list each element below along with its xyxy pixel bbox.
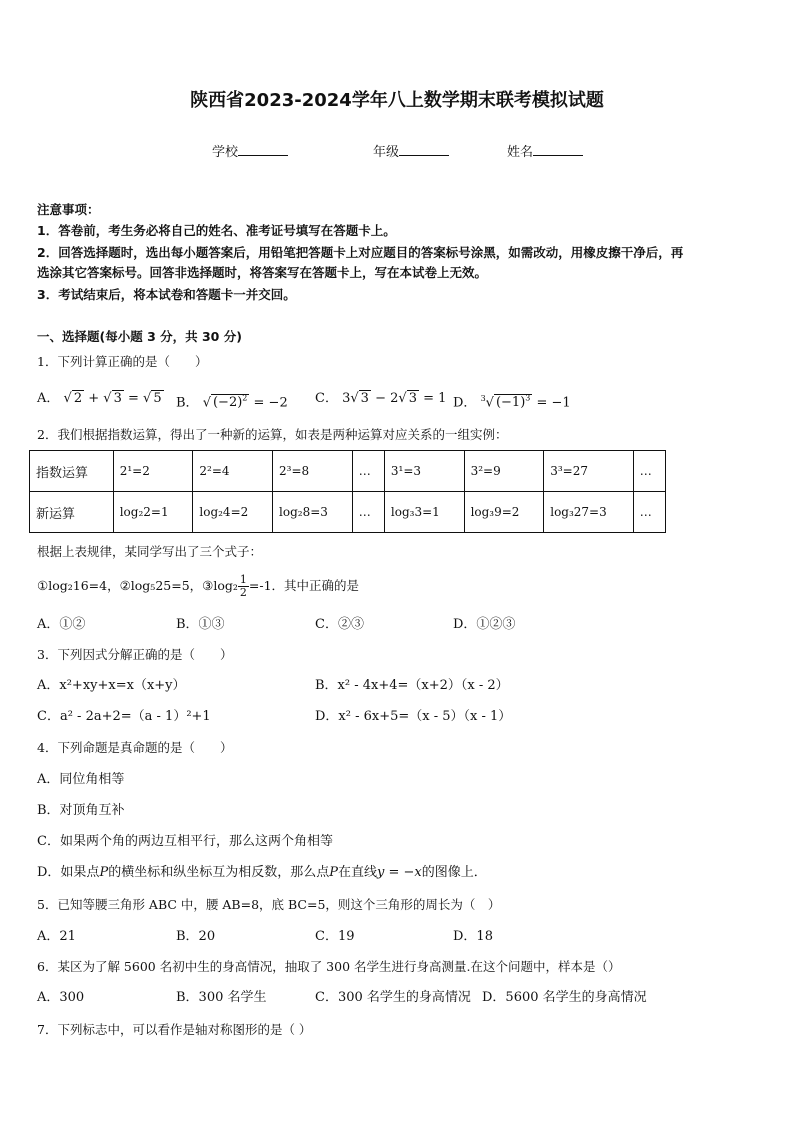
q2-option-c: C．②③: [315, 617, 364, 632]
grade-field: [373, 141, 449, 160]
page-title: 陕西省2023-2024学年八上数学期末联考模拟试题: [190, 90, 604, 111]
notice-heading: 注意事项：: [37, 202, 100, 217]
notice-item: 2．回答选择题时，选出每小题答案后，用铅笔把答题卡上对应题目的答案标号涂黑，如需改动，用橡皮擦干净后，再: [37, 245, 684, 260]
q4-option-c: C．如果两个角的两边互相平行，那么这两个角相等: [37, 834, 333, 849]
table-cell: log₂2=1: [113, 492, 193, 533]
q6-option-b: B．300 名学生: [176, 990, 267, 1005]
table-cell: 2¹=2: [113, 451, 193, 492]
table-cell: log₃3=1: [384, 492, 464, 533]
q5-stem: 5．已知等腰三角形 ABC 中，腰 AB=8，底 BC=5，则这个三角形的周长为（ ）: [37, 897, 501, 912]
q2-formulas: ①log₂16=4，②log₅25=5，③log₂ $\frac{1}{2}$ =-1．其中正确的是: [37, 573, 360, 599]
table-row: [30, 492, 666, 533]
table-cell: log₃27=3: [544, 492, 634, 533]
grade-blank: [399, 143, 449, 156]
table-cell: 2³=8: [273, 451, 353, 492]
table-row: [30, 451, 666, 492]
q2-option-d: D．①②③: [453, 617, 516, 632]
table-cell: 3¹=3: [384, 451, 464, 492]
q2-follow: 根据上表规律，某同学写出了三个式子：: [37, 544, 263, 559]
name-blank: [533, 143, 583, 156]
q5-option-b: B．20: [176, 929, 216, 944]
table-cell: log₂8=3: [273, 492, 353, 533]
q5-option-d: D．18: [453, 929, 493, 944]
q3-option-a: A．x²+xy+x=x（x+y）: [37, 678, 186, 693]
name-label: 姓名: [507, 145, 534, 160]
q7-stem: 7．下列标志中，可以看作是轴对称图形的是（ ）: [37, 1022, 312, 1037]
notice-item: 选涂其它答案标号。回答非选择题时，将答案写在答题卡上，写在本试卷上无效。: [37, 265, 488, 280]
table-cell: …: [352, 492, 384, 533]
q6-option-d: D．5600 名学生的身高情况: [482, 990, 647, 1005]
q4-stem: 4．下列命题是真命题的是（ ）: [37, 740, 233, 755]
q1-option-a: A． √ 2 + √ 3 = √ 5: [37, 391, 162, 406]
q4-option-d: D．如果点P的横坐标和纵坐标互为相反数，那么点P在直线y = −x的图像上．: [37, 865, 487, 880]
q1-option-d: D． $^3$√ $(-1)^3 = -1$: [453, 394, 571, 411]
q5-option-c: C．19: [315, 929, 355, 944]
q5-option-a: A．21: [37, 929, 76, 944]
q3-option-d: D．x² - 6x+5=（x - 5）（x - 1）: [315, 709, 512, 724]
q4-option-b: B．对顶角互补: [37, 803, 125, 818]
table-cell: 3³=27: [544, 451, 634, 492]
operation-table: [29, 450, 666, 533]
table-cell: 3²=9: [464, 451, 544, 492]
q2-option-a: A．①②: [37, 617, 86, 632]
q6-stem: 6．某区为了解 5600 名初中生的身高情况，抽取了 300 名学生进行身高测量.在这个问题中，样本是（）: [37, 959, 621, 974]
q6-option-c: C．300 名学生的身高情况: [315, 990, 471, 1005]
table-cell: …: [633, 492, 665, 533]
q4-option-a: A．同位角相等: [37, 772, 125, 787]
q2-stem: 2．我们根据指数运算，得出了一种新的运算，如表是两种运算对应关系的一组实例：: [37, 427, 508, 442]
table-cell: …: [352, 451, 384, 492]
notice-item: 1．答卷前，考生务必将自己的姓名、准考证号填写在答题卡上。: [37, 223, 396, 238]
name-field: [507, 141, 583, 160]
q3-option-c: C．a² - 2a+2=（a - 1）²+1: [37, 709, 211, 724]
q3-option-b: B．x² - 4x+4=（x+2）（x - 2）: [315, 678, 509, 693]
q3-stem: 3．下列因式分解正确的是（ ）: [37, 647, 233, 662]
q1-option-c: C． 3√ 3 − 2√ 3 = 1: [315, 391, 447, 406]
table-cell: log₃9=2: [464, 492, 544, 533]
table-cell: 2²=4: [193, 451, 273, 492]
fraction: $\frac{1}{2}$: [239, 573, 247, 599]
school-blank: [238, 143, 288, 156]
notice-item: 3．考试结束后，将本试卷和答题卡一并交回。: [37, 287, 296, 302]
school-field: [212, 141, 288, 160]
table-cell: log₂4=2: [193, 492, 273, 533]
section-heading: 一、选择题(每小题 3 分，共 30 分): [37, 329, 242, 344]
q1-stem: 1．下列计算正确的是（ ）: [37, 354, 208, 369]
q6-option-a: A．300: [37, 990, 85, 1005]
table-cell: 指数运算: [30, 451, 114, 492]
table-cell: 新运算: [30, 492, 114, 533]
q1-option-b: B． √ $(-2)^2 = -2$: [176, 394, 288, 411]
grade-label: 年级: [373, 145, 400, 160]
school-label: 学校: [212, 145, 239, 160]
table-cell: …: [633, 451, 665, 492]
q2-option-b: B．①③: [176, 617, 225, 632]
